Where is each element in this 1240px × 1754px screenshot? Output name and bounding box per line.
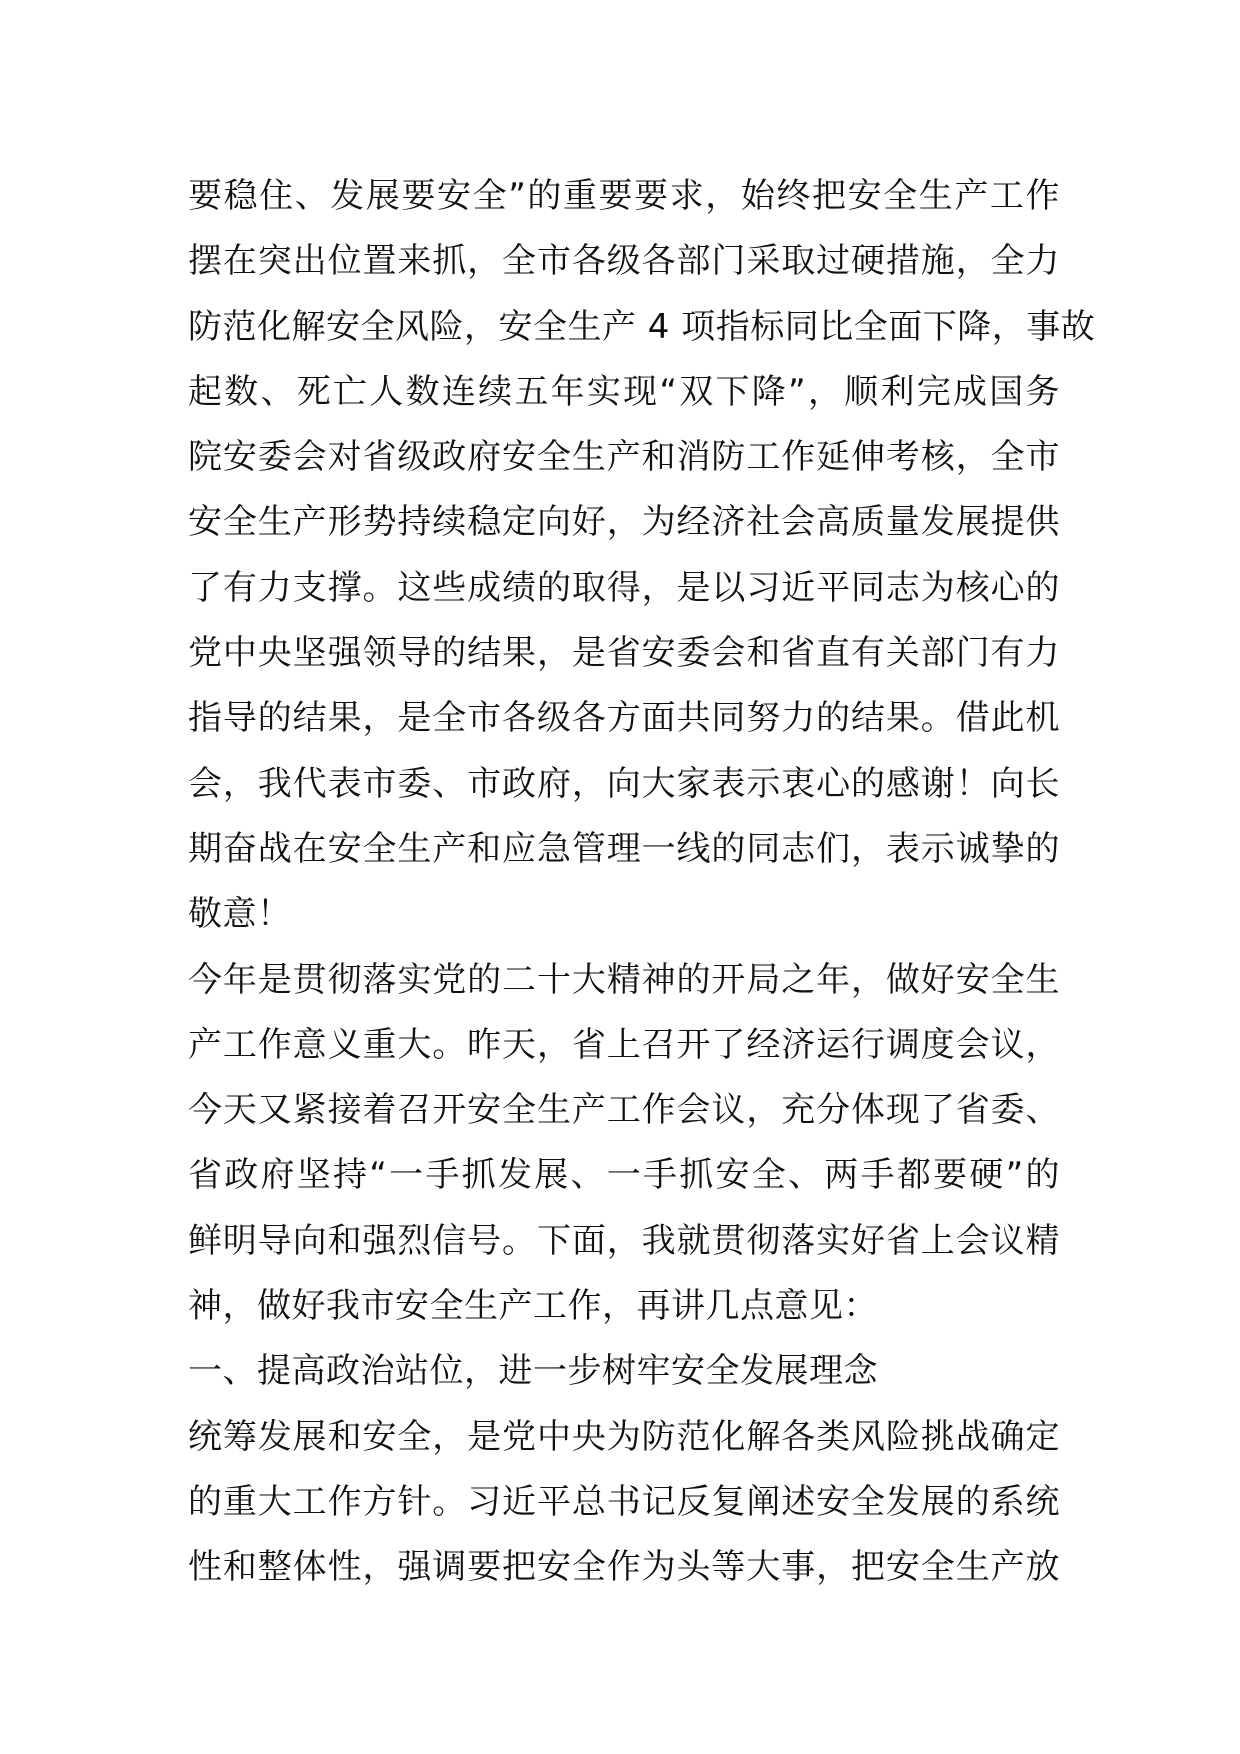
text-line: 了有力支撑。这些成绩的取得，是以习近平同志为核心的 <box>188 567 1060 608</box>
text-line: 统筹发展和安全，是党中央为防范化解各类风险挑战确定 <box>188 1416 1060 1457</box>
text-line: 安全生产形势持续稳定向好，为经济社会高质量发展提供 <box>188 502 1060 543</box>
text-line: 神，做好我市安全生产工作，再讲几点意见： <box>188 1286 878 1327</box>
text-line: 起数、死亡人数连续五年实现“双下降”，顺利完成国务 <box>188 371 1060 412</box>
body-text <box>188 164 1096 1601</box>
text-line: 期奋战在安全生产和应急管理一线的同志们，表示诚挚的 <box>188 828 1060 869</box>
text-line: 产工作意义重大。昨天，省上召开了经济运行调度会议， <box>188 1024 1060 1065</box>
text-line: 敬意！ <box>188 894 292 935</box>
text-line: 今年是贯彻落实党的二十大精神的开局之年，做好安全生 <box>188 959 1060 1000</box>
text-line: 指导的结果，是全市各级各方面共同努力的结果。借此机 <box>188 698 1060 739</box>
text-line: 院安委会对省级政府安全生产和消防工作延伸考核，全市 <box>188 437 1060 478</box>
text-line: 性和整体性，强调要把安全作为头等大事，把安全生产放 <box>188 1547 1060 1588</box>
text-line: 会，我代表市委、市政府，向大家表示衷心的感谢！向长 <box>188 763 1060 804</box>
section-heading: 一、提高政治站位，进一步树牢安全发展理念 <box>188 1351 878 1392</box>
text-line: 党中央坚强领导的结果，是省安委会和省直有关部门有力 <box>188 633 1060 674</box>
text-line: 今天又紧接着召开安全生产工作会议，充分体现了省委、 <box>188 1090 1060 1131</box>
text-line: 摆在突出位置来抓，全市各级各部门采取过硬措施，全力 <box>188 241 1060 282</box>
text-line: 省政府坚持“一手抓发展、一手抓安全、两手都要硬”的 <box>188 1155 1060 1196</box>
text-line: 鲜明导向和强烈信号。下面，我就贯彻落实好省上会议精 <box>188 1220 1060 1261</box>
text-line: 的重大工作方针。习近平总书记反复阐述安全发展的系统 <box>188 1481 1060 1522</box>
text-line: 要稳住、发展要安全”的重要要求，始终把安全生产工作 <box>188 176 1060 216</box>
text-line: 防范化解安全风险，安全生产 4 项指标同比全面下降，事故 <box>188 306 1096 347</box>
